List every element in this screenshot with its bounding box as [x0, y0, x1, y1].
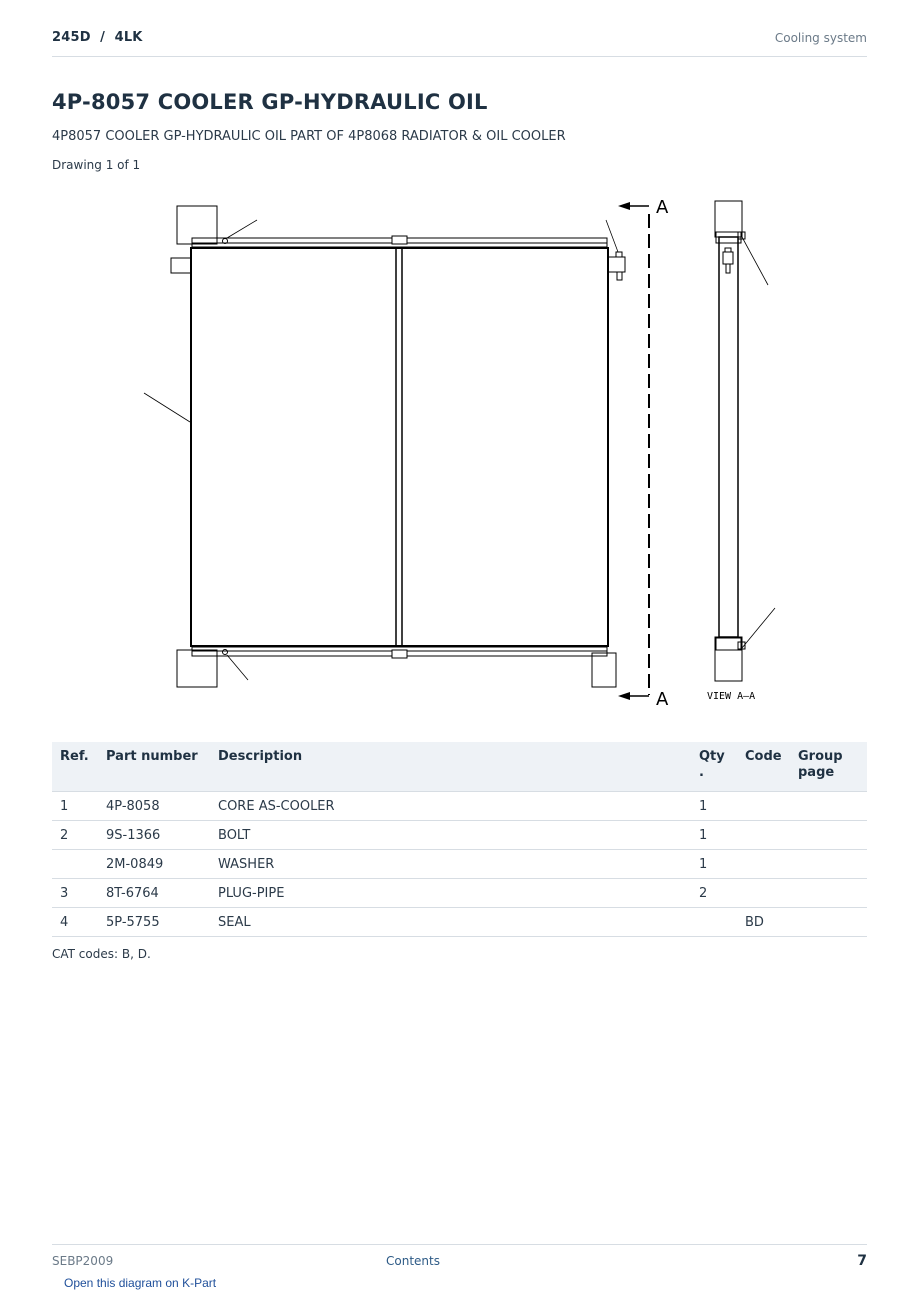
col-description: Description: [210, 742, 691, 792]
table-row: [52, 792, 867, 821]
cell-part-number: 2M-0849: [98, 850, 210, 879]
bottom-right-bracket: [592, 653, 616, 687]
page-footer: [52, 1244, 867, 1275]
cell-group-page: [790, 908, 867, 937]
cell-ref: 2: [52, 821, 98, 850]
cell-ref: 4: [52, 908, 98, 937]
col-ref: Ref.: [52, 742, 98, 792]
cell-ref: 3: [52, 879, 98, 908]
table-header-row: [52, 742, 867, 792]
model-label: 245D / 4LK: [52, 30, 143, 45]
open-kpart-link[interactable]: Open this diagram on K-Part: [64, 1276, 217, 1290]
cell-part-number: 4P-8058: [98, 792, 210, 821]
cell-description: WASHER: [210, 850, 691, 879]
table-row: [52, 908, 867, 937]
page-header: [52, 28, 867, 57]
left-tab: [171, 258, 191, 273]
cell-group-page: [790, 850, 867, 879]
cell-qty: 1: [691, 850, 737, 879]
cell-part-number: 8T-6764: [98, 879, 210, 908]
cell-part-number: 9S-1366: [98, 821, 210, 850]
parts-diagram: [130, 190, 790, 710]
cell-description: SEAL: [210, 908, 691, 937]
cell-code: [737, 879, 790, 908]
table-row: [52, 850, 867, 879]
cell-code: [737, 792, 790, 821]
col-part-number: Part number: [98, 742, 210, 792]
view-label: VIEW A–A: [707, 691, 756, 702]
cell-group-page: [790, 792, 867, 821]
col-code: Code: [737, 742, 790, 792]
cell-part-number: 5P-5755: [98, 908, 210, 937]
cell-qty: 1: [691, 821, 737, 850]
col-group-page: Group page: [790, 742, 867, 792]
cell-qty: [691, 908, 737, 937]
cat-codes-note: CAT codes: B, D.: [52, 947, 151, 961]
page-subtitle: 4P8057 COOLER GP-HYDRAULIC OIL PART OF 4P8068 RADIATOR & OIL COOLER: [52, 129, 566, 144]
section-marker-top: A: [656, 197, 669, 218]
cell-ref: 1: [52, 792, 98, 821]
cell-code: [737, 821, 790, 850]
section-label: Cooling system: [774, 31, 867, 45]
cell-qty: 1: [691, 792, 737, 821]
cell-code: BD: [737, 908, 790, 937]
table-row: [52, 821, 867, 850]
parts-table: [52, 742, 867, 937]
col-qty: Qty .: [691, 742, 737, 792]
contents-link[interactable]: Contents: [386, 1254, 440, 1268]
cell-description: PLUG-PIPE: [210, 879, 691, 908]
drawing-count: Drawing 1 of 1: [52, 158, 141, 172]
cell-description: BOLT: [210, 821, 691, 850]
page-number: 7: [857, 1253, 867, 1269]
cell-code: [737, 850, 790, 879]
cell-group-page: [790, 879, 867, 908]
cell-group-page: [790, 821, 867, 850]
document-id: SEBP2009: [52, 1254, 114, 1268]
page-title: 4P-8057 COOLER GP-HYDRAULIC OIL: [52, 90, 488, 114]
cooler-core: [191, 248, 608, 646]
cell-qty: 2: [691, 879, 737, 908]
section-marker-bottom: A: [656, 689, 669, 710]
table-row: [52, 879, 867, 908]
cell-ref: [52, 850, 98, 879]
cell-description: CORE AS-COOLER: [210, 792, 691, 821]
side-view-core: [719, 237, 738, 637]
